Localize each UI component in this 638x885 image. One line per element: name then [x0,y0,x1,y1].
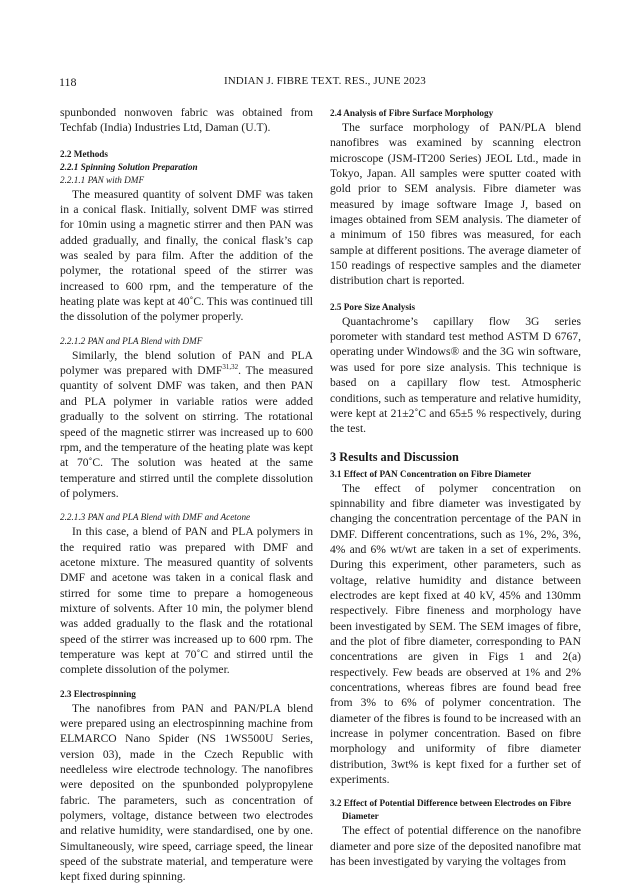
heading-electrospinning: 2.3 Electrospinning [60,688,136,699]
paragraph-pore-size: Quantachrome’s capillary flow 3G series porometer with standard test method ASTM D 6767, operating under Windows® and the 3G win software, was used for pore size analysis. This technique is based on a capillary flow test. Atmospheric conditions, such as temperature and relative humidity, were kept at 21±2˚C and 65±5 % respectively, during the test. [330,314,581,436]
heading-pan-concentration: 3.1 Effect of PAN Concentration on Fibre Diameter [330,468,532,479]
paragraph-pan-concentration: The effect of polymer concentration on spinnability and fibre diameter was investigated by changing the concentration percentage of the PAN in DMF. Different concentrations, such as 1%, 2%, 3%, 4% and 6% wt/wt are taken in a set of experiments. During this experiment, other parameters, such as voltage, relative humidity and distance between electrodes are kept fixed at 40 kV, 45% and 130mm respectively. Fibre fineness and morphology have been investigated by SEM. The SEM images of fibre, and the plot of fibre diameter, corresponding to PAN concentrations are given in Figs 1 and 2(a) respectively. Few beads are observed at 1% and 2% concentrations, whereas fibres are found bead free from 3% to 6% of polymer concentration. The diameter of the fibres is found to be increased with an increase in polymer concentration. Based on fibre morphology and uniformity of fibre diameter distribution, 3wt% is kept fixed for a further set of experiments. [330,481,581,787]
paragraph-electrospinning: The nanofibres from PAN and PAN/PLA blend were prepared using an electrospinning machine from ELMARCO Nano Spider (NS 1WS500U Series, version 03), made in the Czech Republic with needleless wire electrode technology. The nanofibres were deposited on the spunbonded polypropylene fabric. The parameters, such as concentration of polymers, voltage, distance between two electrodes and relative humidity, were standardised, one by one. Simultaneously, wire speed, carriage speed, the linear speed of the substrate material, and temperature were kept fixed during spinning. [60,701,313,884]
heading-methods: 2.2 Methods [60,148,108,159]
paragraph-potential-difference: The effect of potential difference on the nanofibre diameter and pore size of the deposited nanofibre mat has been investigated by varying the voltages from [330,824,581,869]
heading-surface-morphology: 2.4 Analysis of Fibre Surface Morphology [330,108,494,118]
heading-pore-size: 2.5 Pore Size Analysis [330,301,416,312]
heading-potential-difference: 3.2 Effect of Potential Difference between Electrodes on Fibre Diameter [330,798,572,822]
paragraph-pan-pla-dmf-part1: Similarly, the blend solution of PAN and PLA polymer was prepared with DMF [60,348,313,378]
heading-pan-dmf: 2.2.1.1 PAN with DMF [60,174,145,185]
intro-paragraph: spunbonded nonwoven fabric was obtained from Techfab (India) Industries Ltd, Daman (U.T). [60,106,313,135]
heading-spinning-solution: 2.2.1 Spinning Solution Preparation [60,161,198,172]
running-header: INDIAN J. FIBRE TEXT. RES., JUNE 2023 [224,75,426,87]
right-column [330,107,581,869]
citation-ref: 31,32 [222,363,239,372]
paragraph-pan-dmf: The measured quantity of solvent DMF was taken in a conical flask. Initially, solvent DMF was stirred for 10min using a magnetic stirrer and then PAN was added gradually, and finally, the conical flask’s cap was sealed by para film. After the addition of the polymer, the rotational speed of the stirrer was increased to 600 rpm, and the temperature of the heating plate was kept at 40˚C. This was continued till the dissolution of the polymer properly. [60,187,313,324]
page-number: 118 [59,75,77,89]
heading-pan-pla-dmf: 2.2.1.2 PAN and PLA Blend with DMF [60,335,203,346]
paragraph-pan-pla-dmf [60,348,313,501]
heading-pan-pla-dmf-acetone: 2.2.1.3 PAN and PLA Blend with DMF and Acetone [60,512,251,523]
paragraph-pan-pla-dmf-acetone: In this case, a blend of PAN and PLA polymers in the required ratio was prepared with DMF and acetone mixture. The measured quantity of solvents DMF and acetone was taken in a conical flask and stirred for some time to prepare a homogeneous mixture of solvents. After 10 min, the polymer blend was added gradually to the flask and the rotational speed of the stirrer was increased up to 600 rpm. The temperature was kept at 70˚C and stirred until the complete dissolution of the polymer. [60,525,313,677]
left-column [60,105,313,885]
heading-results-discussion: 3 Results and Discussion [330,449,459,464]
paragraph-pan-pla-dmf-part2: . The measured quantity of solvent DMF was taken, and then PAN and PLA polymer in variable ratios were added gradually to the solvent on stirring. The rotational speed of the magnetic stirrer was increased up to 600 rpm, and the temperature of the heating plate was kept at 70˚C. The solution was heated at the same temperature and stirred until the complete dissolution of polymers. [60,364,313,500]
paragraph-surface-morphology: The surface morphology of PAN/PLA blend nanofibres was examined by scanning electron microscope (JSM-IT200 Series) JEOL Ltd., made in Tokyo, Japan. All samples were sputter coated with gold prior to SEM analysis. Fibre diameter was measured by image software Image J, based on images obtained from SEM analysis. The diameter of a minimum of 150 fibres was measured, for each sample at different positions. The average diameter of 150 readings of respective samples and the diameter distribution chart is reported. [330,121,581,288]
